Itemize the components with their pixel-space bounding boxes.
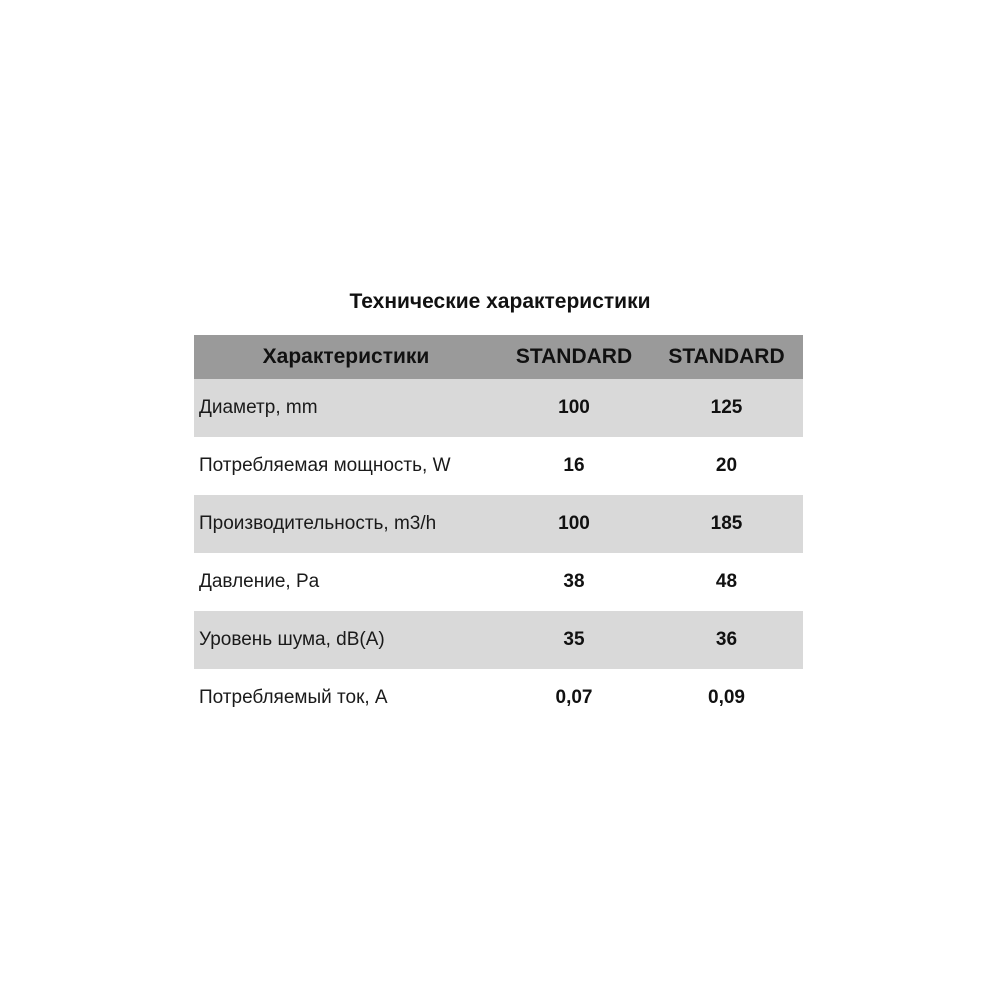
table-row [194, 553, 803, 611]
page-title: Технические характеристики [349, 290, 651, 313]
row-value: 16 [563, 455, 585, 476]
table-row [194, 611, 803, 669]
row-value: 125 [650, 379, 803, 437]
row-label: Потребляемая мощность, W [199, 455, 451, 476]
header-model-2: STANDARD [650, 335, 803, 379]
row-label: Диаметр, mm [194, 379, 498, 437]
table-row [194, 495, 803, 553]
table-row [194, 379, 803, 437]
spec-table [194, 335, 803, 727]
table-header-row [194, 335, 803, 379]
row-value: 100 [498, 379, 650, 437]
row-value: 0,09 [708, 687, 745, 708]
row-value: 38 [563, 571, 585, 592]
row-label: Производительность, m3/h [194, 495, 498, 553]
table-row [194, 437, 803, 495]
header-model-1: STANDARD [498, 335, 650, 379]
row-value: 35 [498, 611, 650, 669]
row-label: Потребляемый ток, А [199, 687, 388, 708]
header-characteristics: Характеристики [194, 335, 498, 379]
row-value: 20 [715, 455, 738, 476]
row-value: 100 [498, 495, 650, 553]
row-value: 185 [650, 495, 803, 553]
row-value: 0,07 [555, 687, 593, 708]
row-value: 36 [650, 611, 803, 669]
row-label: Уровень шума, dB(A) [194, 611, 498, 669]
table-row [194, 669, 803, 727]
row-label: Давление, Pa [199, 571, 320, 592]
row-value: 48 [715, 571, 738, 592]
